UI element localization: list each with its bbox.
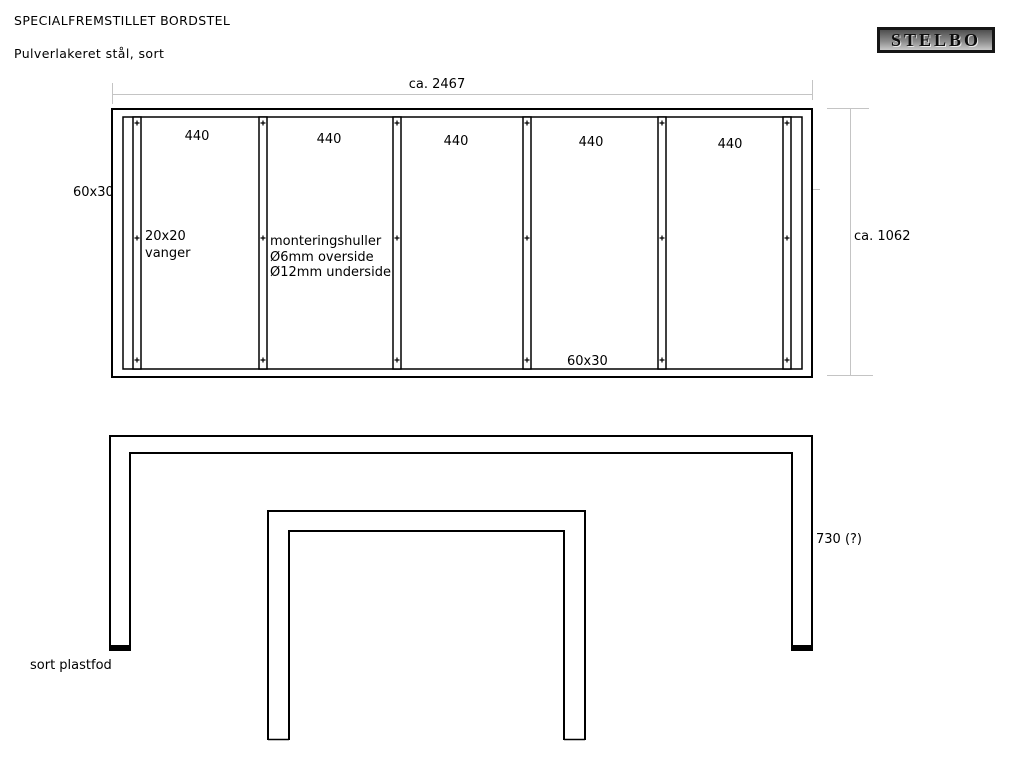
drawing-title: SPECIALFREMSTILLET BORDSTEL bbox=[14, 13, 231, 28]
stringer-bar bbox=[523, 117, 531, 369]
mounting-holes-note-line1: monteringshuller bbox=[270, 234, 382, 249]
top-view bbox=[112, 80, 873, 377]
mounting-holes-note-line3: Ø12mm underside bbox=[270, 265, 391, 280]
stringer-bars bbox=[133, 117, 791, 369]
front-view bbox=[109, 436, 813, 740]
spacing-label: 440 bbox=[184, 129, 210, 144]
profile-label-bottom: 60x30 bbox=[567, 354, 608, 369]
profile-label-left: 60x30 bbox=[73, 185, 114, 200]
height-dimension-label: ca. 1062 bbox=[854, 229, 911, 244]
back-frame-inner-edge bbox=[289, 531, 564, 740]
frame-outer-edge bbox=[112, 109, 812, 377]
mounting-holes-note bbox=[270, 234, 391, 281]
stringer-note-line1: 20x20 bbox=[145, 229, 186, 244]
spacing-label: 440 bbox=[717, 137, 743, 152]
spacing-label: 440 bbox=[578, 135, 604, 150]
plastic-foot-left bbox=[109, 645, 131, 651]
plastic-foot-right bbox=[791, 645, 813, 651]
width-dimension-label: ca. 2467 bbox=[408, 77, 466, 92]
mounting-holes-note-line2: Ø6mm overside bbox=[270, 249, 374, 265]
stringer-note-line2: vanger bbox=[145, 246, 191, 261]
stringer-bar bbox=[133, 117, 141, 369]
back-frame-outer-edge bbox=[268, 511, 585, 740]
stringer-note bbox=[145, 228, 191, 262]
front-height-label: 730 (?) bbox=[816, 532, 862, 547]
stringer-bar bbox=[259, 117, 267, 369]
foot-label: sort plastfod bbox=[30, 658, 112, 673]
stringer-bar bbox=[393, 117, 401, 369]
stelbo-logo: STELBO bbox=[877, 27, 995, 53]
mounting-hole-markers bbox=[135, 121, 790, 363]
spacing-label: 440 bbox=[316, 132, 342, 147]
spacing-label: 440 bbox=[443, 134, 469, 149]
front-frame-outer-edge bbox=[110, 436, 812, 646]
frame-inner-edge bbox=[123, 117, 802, 369]
stringer-bar bbox=[783, 117, 791, 369]
front-frame-inner-edge bbox=[130, 453, 792, 646]
drawing-subtitle: Pulverlakeret stål, sort bbox=[14, 46, 165, 61]
stringer-bar bbox=[658, 117, 666, 369]
